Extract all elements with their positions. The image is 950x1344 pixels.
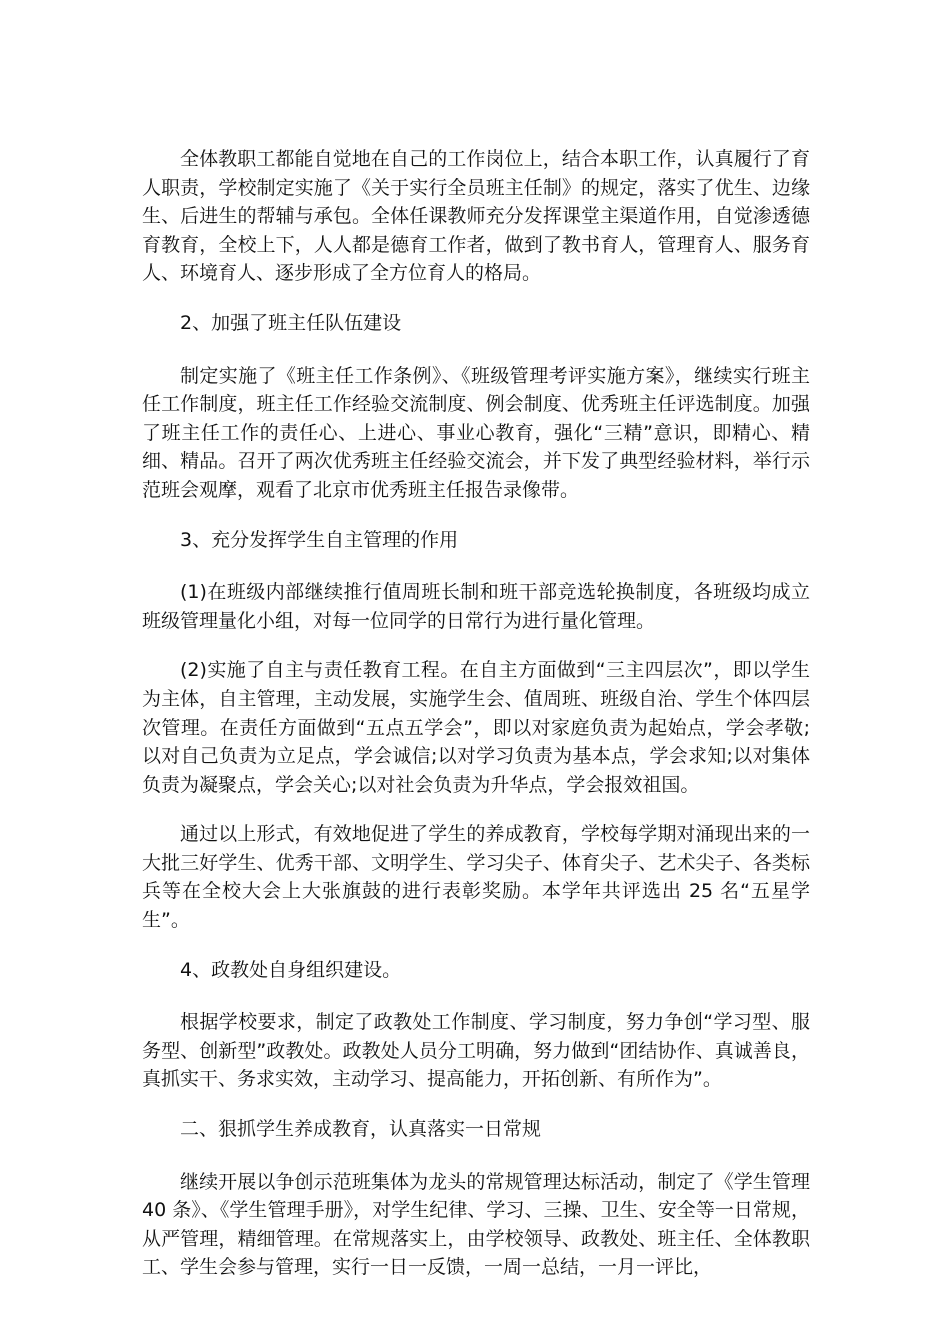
paragraph-office-system: 根据学校要求，制定了政教处工作制度、学习制度，努力争创“学习型、服务型、创新型”政教处。政教处人员分工明确，努力做到“团结协作、真诚善良，真抓实干、务求实效，主动学习、提高能力，开拓创新、有所作为”。	[142, 1011, 810, 1091]
section-heading-habit-education: 二、狠抓学生养成教育，认真落实一日常规	[180, 1118, 542, 1141]
paragraph-routine-management: 继续开展以争创示范班集体为龙头的常规管理达标活动，制定了《学生管理 40 条》、《学生管理手册》，对学生纪律、学习、三操、卫生、安全等一日常规，从严管理，精细管理。在常规落实上，由学校领导、政教处、班主任、全体教职工、学生会参与管理，实行一日一反馈，一周一总结，一月一评比，	[142, 1170, 810, 1279]
paragraph-all-staff-education: 全体教职工都能自觉地在自己的工作岗位上，结合本职工作，认真履行了育人职责，学校制定实施了《关于实行全员班主任制》的规定，落实了优生、边缘生、后进生的帮辅与承包。全体任课教师充分发挥课堂主渠道作用，自觉渗透德育教育，全校上下，人人都是德育工作者，做到了教书育人，管理育人、服务育人、环境育人、逐步形成了全方位育人的格局。	[142, 148, 810, 285]
paragraph-autonomy-responsibility: (2)实施了自主与责任教育工程。在自主方面做到“三主四层次”，即以学生为主体，自主管理，主动发展，实施学生会、值周班、班级自治、学生个体四层次管理。在责任方面做到“五点五学会”，即以对家庭负责为起始点，学会孝敬;以对自己负责为立足点，学会诚信;以对学习负责为基本点，学会求知;以对集体负责为凝聚点，学会关心;以对社会负责为升华点，学会报效祖国。	[142, 659, 810, 796]
paragraph-commendation: 通过以上形式，有效地促进了学生的养成教育，学校每学期对涌现出来的一大批三好学生、优秀干部、文明学生、学习尖子、体育尖子、艺术尖子、各类标兵等在全校大会上大张旗鼓的进行表彰奖励。本学年共评选出 25 名“五星学生”。	[142, 823, 810, 932]
document-body	[142, 145, 810, 1303]
paragraph-head-teacher-system: 制定实施了《班主任工作条例》、《班级管理考评实施方案》，继续实行班主任工作制度，班主任工作经验交流制度、例会制度、优秀班主任评选制度。加强了班主任工作的责任心、上进心、事业心教育，强化“三精”意识，即精心、精细、精品。召开了两次优秀班主任经验交流会，并下发了典型经验材料，举行示范班会观摩，观看了北京市优秀班主任报告录像带。	[142, 364, 810, 501]
paragraph-class-monitor-system: (1)在班级内部继续推行值周班长制和班干部竞选轮换制度，各班级均成立班级管理量化小组，对每一位同学的日常行为进行量化管理。	[142, 581, 810, 632]
section-heading-student-self-management: 3、充分发挥学生自主管理的作用	[180, 528, 459, 551]
section-heading-office-construction: 4、政教处自身组织建设。	[180, 958, 402, 981]
section-heading-head-teacher-team: 2、加强了班主任队伍建设	[180, 311, 402, 334]
